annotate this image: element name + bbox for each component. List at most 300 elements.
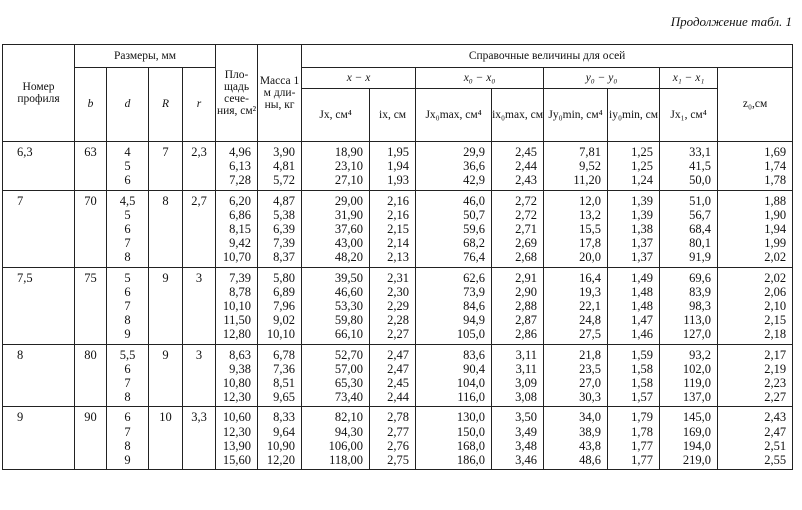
cell-Jx0max-value: 83,6 — [463, 347, 486, 362]
cell-mass — [258, 190, 302, 267]
cell-ix0max-value: 3,48 — [515, 438, 538, 453]
cell-z0-value: 2,19 — [764, 361, 787, 376]
cell-d-value: 7 — [124, 299, 131, 314]
cell-z0 — [718, 142, 793, 191]
cell-area-value: 4,96 — [229, 145, 252, 159]
cell-z0 — [718, 344, 793, 407]
cell-Jx-value: 18,90 — [334, 145, 364, 159]
cell-profile — [3, 407, 75, 470]
cell-d-value: 9 — [124, 327, 131, 342]
header-mass: Масса 1 м дли-ны, кг — [258, 45, 302, 142]
cell-mass-value: 10,10 — [266, 327, 296, 342]
cell-mass-value: 12,20 — [266, 453, 296, 468]
cell-mass-value: 5,38 — [273, 207, 296, 222]
cell-Jx1 — [660, 407, 718, 470]
header-area: Пло-щадь сече-ния, см² — [216, 45, 258, 142]
cell-Jy0min-value: 11,20 — [573, 173, 602, 188]
cell-Jy0min-value: 12,0 — [579, 193, 602, 208]
cell-mass-value: 4,87 — [273, 193, 296, 208]
cell-profile — [3, 142, 75, 191]
cell-ix-value: 2,44 — [387, 390, 410, 405]
header-profile-number: Номер профиля — [3, 45, 75, 142]
cell-ix0max-value: 3,11 — [515, 347, 538, 362]
cell-r-value: 3,3 — [191, 410, 207, 425]
cell-mass-value: 5,80 — [273, 270, 296, 285]
cell-Jx1-value: 41,5 — [689, 159, 712, 174]
cell-b — [75, 344, 107, 407]
cell-Jx0max-value: 36,6 — [463, 159, 486, 174]
cell-area-value: 10,60 — [222, 410, 252, 425]
cell-mass-value: 6,39 — [273, 222, 296, 237]
angle-profile-table — [2, 44, 793, 470]
cell-area-value: 8,15 — [229, 222, 252, 237]
cell-Jx1-value: 69,6 — [689, 270, 712, 285]
cell-iy0min — [608, 407, 660, 470]
cell-z0-value: 2,43 — [764, 410, 787, 425]
cell-Jy0min-value: 22,1 — [579, 299, 602, 314]
cell-area — [216, 267, 258, 344]
cell-ix-value: 2,31 — [387, 270, 410, 285]
cell-iy0min — [608, 344, 660, 407]
cell-d — [107, 267, 149, 344]
cell-ix0max-value: 2,90 — [515, 284, 538, 299]
cell-ix-value: 2,13 — [387, 250, 410, 265]
cell-d-value: 6 — [124, 410, 131, 425]
cell-d-value: 6 — [124, 284, 131, 299]
header-ix: ix, см — [370, 89, 416, 142]
cell-z0-value: 1,78 — [764, 173, 787, 188]
cell-ix0max-value: 2,69 — [515, 236, 538, 251]
cell-z0 — [718, 190, 793, 267]
cell-R — [149, 190, 183, 267]
cell-ix — [370, 407, 416, 470]
cell-Jy0min-value: 34,0 — [579, 410, 602, 425]
cell-Jx1-value: 51,0 — [689, 193, 712, 208]
cell-iy0min-value: 1,48 — [631, 284, 654, 299]
cell-z0-value: 1,69 — [764, 145, 787, 159]
cell-mass — [258, 142, 302, 191]
cell-Jy0min-value: 9,52 — [579, 159, 602, 174]
cell-area-value: 6,20 — [229, 193, 252, 208]
cell-Jx-value: 66,10 — [334, 327, 364, 342]
cell-ix0max-value: 2,88 — [515, 299, 538, 314]
cell-Jy0min — [544, 190, 608, 267]
cell-Jx0max-value: 68,2 — [463, 236, 486, 251]
cell-R-value: 10 — [159, 410, 172, 425]
cell-b-value: 90 — [84, 410, 97, 425]
cell-ix0max — [492, 190, 544, 267]
cell-ix0max-value: 2,45 — [515, 145, 538, 159]
header-Jx0max: Jx₀max, см⁴ — [416, 89, 492, 142]
cell-Jy0min-value: 15,5 — [579, 222, 602, 237]
cell-profile-value: 8 — [17, 347, 24, 362]
cell-mass — [258, 344, 302, 407]
cell-profile — [3, 190, 75, 267]
cell-z0-value: 2,02 — [764, 250, 787, 265]
cell-d-value: 5 — [124, 270, 131, 285]
cell-ix-value: 2,75 — [387, 453, 410, 468]
cell-iy0min-value: 1,38 — [631, 222, 654, 237]
cell-ix0max-value: 2,91 — [515, 270, 538, 285]
cell-z0-value: 1,99 — [764, 236, 787, 251]
cell-b-value: 70 — [84, 193, 97, 208]
cell-z0-value: 2,55 — [764, 453, 787, 468]
cell-area — [216, 142, 258, 191]
cell-iy0min-value: 1,78 — [631, 424, 654, 439]
cell-ix0max-value: 2,71 — [515, 222, 538, 237]
table-body — [3, 142, 793, 470]
cell-Jx1 — [660, 344, 718, 407]
cell-R-value: 9 — [162, 270, 169, 285]
cell-d — [107, 344, 149, 407]
cell-b — [75, 407, 107, 470]
cell-Jy0min-value: 19,3 — [579, 284, 602, 299]
cell-R — [149, 407, 183, 470]
cell-iy0min-value: 1,25 — [631, 145, 654, 159]
cell-r — [183, 142, 216, 191]
cell-iy0min-value: 1,25 — [631, 159, 654, 174]
cell-Jx-value: 65,30 — [334, 376, 364, 391]
cell-ix-value: 1,94 — [387, 159, 410, 174]
header-axis-x1-x1: x₁ − x₁ — [660, 68, 718, 89]
cell-Jx1-value: 56,7 — [689, 207, 712, 222]
cell-z0-value: 2,10 — [764, 299, 787, 314]
cell-d-value: 4,5 — [119, 193, 136, 208]
cell-area-value: 10,10 — [222, 299, 252, 314]
cell-mass — [258, 407, 302, 470]
cell-mass-value: 9,65 — [273, 390, 296, 405]
cell-ix-value: 1,93 — [387, 173, 410, 188]
table-row — [3, 142, 793, 191]
cell-Jx0max — [416, 142, 492, 191]
header-r: r — [183, 68, 216, 142]
cell-Jx-value: 37,60 — [334, 222, 364, 237]
cell-area-value: 7,28 — [229, 173, 252, 188]
cell-Jy0min-value: 7,81 — [579, 145, 602, 159]
cell-mass-value: 8,37 — [273, 250, 296, 265]
cell-z0-value: 2,47 — [764, 424, 787, 439]
cell-Jx-value: 53,30 — [334, 299, 364, 314]
header-iy0min: iy₀min, см — [608, 89, 660, 142]
cell-Jx1-value: 98,3 — [689, 299, 712, 314]
cell-ix-value: 2,28 — [387, 313, 410, 328]
cell-area-value: 13,90 — [222, 438, 252, 453]
cell-ix0max-value: 3,09 — [515, 376, 538, 391]
cell-iy0min-value: 1,79 — [631, 410, 654, 425]
header-ix0max: ix₀max, см — [492, 89, 544, 142]
cell-area — [216, 190, 258, 267]
cell-mass-value: 9,02 — [273, 313, 296, 328]
cell-ix0max-value: 3,50 — [515, 410, 538, 425]
cell-Jx0max-value: 90,4 — [463, 361, 486, 376]
cell-r — [183, 407, 216, 470]
cell-mass-value: 6,89 — [273, 284, 296, 299]
cell-Jy0min-value: 27,0 — [579, 376, 602, 391]
cell-area — [216, 407, 258, 470]
cell-iy0min-value: 1,58 — [631, 376, 654, 391]
cell-Jx0max-value: 76,4 — [463, 250, 486, 265]
cell-d-value: 6 — [124, 361, 131, 376]
cell-Jx1-value: 194,0 — [682, 438, 712, 453]
cell-b-value: 75 — [84, 270, 97, 285]
cell-ix0max-value: 3,11 — [515, 361, 538, 376]
cell-d-value: 9 — [124, 453, 131, 468]
header-Jy0min: Jy₀min, см⁴ — [544, 89, 608, 142]
cell-Jx0max-value: 94,9 — [463, 313, 486, 328]
cell-profile-value: 9 — [17, 410, 24, 425]
cell-ix0max — [492, 142, 544, 191]
cell-mass-value: 8,33 — [273, 410, 296, 425]
header-sizes: Размеры, мм — [75, 45, 216, 68]
cell-mass-value: 10,90 — [266, 438, 296, 453]
cell-profile-value: 6,3 — [17, 145, 33, 159]
cell-Jx1 — [660, 190, 718, 267]
cell-Jy0min-value: 17,8 — [579, 236, 602, 251]
cell-Jx-value: 43,00 — [334, 236, 364, 251]
cell-Jx-value: 29,00 — [334, 193, 364, 208]
cell-Jx0max-value: 29,9 — [463, 145, 486, 159]
cell-ix — [370, 267, 416, 344]
cell-ix-value: 2,16 — [387, 207, 410, 222]
header-R: R — [149, 68, 183, 142]
cell-profile-value: 7,5 — [17, 270, 33, 285]
cell-ix0max-value: 2,44 — [515, 159, 538, 174]
cell-Jx-value: 118,00 — [329, 453, 364, 468]
cell-area-value: 8,78 — [229, 284, 252, 299]
cell-area-value: 9,42 — [229, 236, 252, 251]
cell-Jx-value: 82,10 — [334, 410, 364, 425]
cell-iy0min-value: 1,59 — [631, 347, 654, 362]
cell-Jy0min-value: 23,5 — [579, 361, 602, 376]
cell-ix — [370, 142, 416, 191]
cell-z0-value: 2,18 — [764, 327, 787, 342]
cell-mass-value: 5,72 — [273, 173, 296, 188]
cell-iy0min-value: 1,46 — [631, 327, 654, 342]
cell-ix — [370, 190, 416, 267]
table-row — [3, 190, 793, 267]
cell-ix0max — [492, 407, 544, 470]
cell-Jx1 — [660, 142, 718, 191]
cell-Jx1-value: 145,0 — [682, 410, 712, 425]
cell-Jx0max-value: 50,7 — [463, 207, 486, 222]
cell-area-value: 7,39 — [229, 270, 252, 285]
cell-b-value: 80 — [84, 347, 97, 362]
cell-iy0min-value: 1,47 — [631, 313, 654, 328]
cell-iy0min-value: 1,39 — [631, 193, 654, 208]
cell-ix0max-value: 3,46 — [515, 453, 538, 468]
cell-ix0max — [492, 344, 544, 407]
cell-d-value: 5,5 — [119, 347, 136, 362]
cell-Jx0max-value: 186,0 — [456, 453, 486, 468]
cell-mass — [258, 267, 302, 344]
cell-area-value: 10,80 — [222, 376, 252, 391]
cell-iy0min-value: 1,58 — [631, 361, 654, 376]
cell-mass-value: 7,96 — [273, 299, 296, 314]
cell-ix0max-value: 2,72 — [515, 207, 538, 222]
cell-Jy0min-value: 48,6 — [579, 453, 602, 468]
cell-mass-value: 8,51 — [273, 376, 296, 391]
cell-Jy0min — [544, 267, 608, 344]
cell-Jy0min — [544, 344, 608, 407]
cell-z0-value: 1,74 — [764, 159, 787, 174]
cell-ix0max — [492, 267, 544, 344]
cell-R — [149, 267, 183, 344]
cell-ix0max-value: 2,68 — [515, 250, 538, 265]
cell-R — [149, 344, 183, 407]
cell-ix-value: 1,95 — [387, 145, 410, 159]
cell-Jx1-value: 83,9 — [689, 284, 712, 299]
cell-ix-value: 2,27 — [387, 327, 410, 342]
cell-Jx-value: 27,10 — [334, 173, 364, 188]
cell-ix0max-value: 2,87 — [515, 313, 538, 328]
cell-mass-value: 4,81 — [273, 159, 296, 174]
header-Jx: Jx, см⁴ — [302, 89, 370, 142]
cell-Jx-value: 46,60 — [334, 284, 364, 299]
cell-Jx0max-value: 116,0 — [457, 390, 486, 405]
cell-Jx1-value: 80,1 — [689, 236, 712, 251]
header-axis-x0-x0: x₀ − x₀ — [416, 68, 544, 89]
cell-iy0min — [608, 142, 660, 191]
cell-d — [107, 407, 149, 470]
cell-Jx1-value: 93,2 — [689, 347, 712, 362]
cell-Jx-value: 73,40 — [334, 390, 364, 405]
cell-Jy0min-value: 13,2 — [579, 207, 602, 222]
cell-Jy0min — [544, 142, 608, 191]
cell-Jx0max-value: 42,9 — [463, 173, 486, 188]
cell-z0-value: 2,15 — [764, 313, 787, 328]
cell-d-value: 5 — [124, 207, 131, 222]
cell-area-value: 15,60 — [222, 453, 252, 468]
cell-Jx0max-value: 62,6 — [463, 270, 486, 285]
cell-Jx1-value: 169,0 — [682, 424, 712, 439]
cell-Jx0max — [416, 267, 492, 344]
cell-Jx1 — [660, 267, 718, 344]
header-d: d — [107, 68, 149, 142]
table-row — [3, 407, 793, 470]
cell-Jx0max-value: 130,0 — [456, 410, 486, 425]
cell-Jx0max-value: 104,0 — [456, 376, 486, 391]
cell-ix0max-value: 2,86 — [515, 327, 538, 342]
cell-iy0min-value: 1,39 — [631, 207, 654, 222]
cell-r — [183, 344, 216, 407]
cell-Jx-value: 31,90 — [334, 207, 364, 222]
cell-Jx0max-value: 168,0 — [456, 438, 486, 453]
cell-z0-value: 2,23 — [764, 376, 787, 391]
cell-r-value: 3 — [195, 270, 203, 285]
cell-z0-value: 1,90 — [764, 207, 787, 222]
cell-r — [183, 267, 216, 344]
cell-area-value: 6,86 — [229, 207, 252, 222]
cell-Jx1-value: 68,4 — [689, 222, 712, 237]
cell-R — [149, 142, 183, 191]
table-row — [3, 267, 793, 344]
cell-Jx0max — [416, 344, 492, 407]
cell-Jy0min-value: 24,8 — [579, 313, 602, 328]
cell-Jx1-value: 91,9 — [689, 250, 712, 265]
cell-z0-value: 2,17 — [764, 347, 787, 362]
cell-d-value: 5 — [124, 159, 131, 174]
cell-ix0max-value: 2,43 — [515, 173, 538, 188]
cell-z0 — [718, 267, 793, 344]
cell-area — [216, 344, 258, 407]
cell-R-value: 8 — [162, 193, 169, 208]
cell-area-value: 6,13 — [229, 159, 252, 174]
cell-mass-value: 3,90 — [273, 145, 296, 159]
cell-Jx — [302, 407, 370, 470]
cell-ix0max-value: 3,49 — [515, 424, 538, 439]
cell-z0-value: 2,06 — [764, 284, 787, 299]
cell-R-value: 7 — [162, 145, 169, 159]
cell-area-value: 12,30 — [222, 390, 252, 405]
cell-Jx — [302, 142, 370, 191]
cell-r-value: 3 — [195, 347, 203, 362]
cell-Jx0max-value: 46,0 — [463, 193, 486, 208]
cell-Jy0min-value: 38,9 — [579, 424, 602, 439]
cell-Jx1-value: 119,0 — [683, 376, 712, 391]
cell-iy0min — [608, 190, 660, 267]
cell-iy0min — [608, 267, 660, 344]
cell-d-value: 7 — [124, 424, 131, 439]
cell-ix0max-value: 2,72 — [515, 193, 538, 208]
cell-iy0min-value: 1,37 — [631, 236, 654, 251]
cell-mass-value: 7,39 — [273, 236, 296, 251]
cell-area-value: 12,80 — [222, 327, 252, 342]
header-axis-y0-y0: y₀ − y₀ — [544, 68, 660, 89]
cell-ix-value: 2,47 — [387, 361, 410, 376]
cell-z0-value: 2,02 — [764, 270, 787, 285]
cell-ix — [370, 344, 416, 407]
cell-iy0min-value: 1,24 — [631, 173, 654, 188]
table-row — [3, 344, 793, 407]
cell-ix0max-value: 3,08 — [515, 390, 538, 405]
cell-Jy0min-value: 30,3 — [579, 390, 602, 405]
cell-mass-value: 9,64 — [273, 424, 296, 439]
cell-Jy0min-value: 27,5 — [579, 327, 602, 342]
cell-r — [183, 190, 216, 267]
cell-iy0min-value: 1,48 — [631, 299, 654, 314]
cell-Jx0max — [416, 190, 492, 267]
cell-z0-value: 2,51 — [764, 438, 787, 453]
cell-Jx-value: 52,70 — [334, 347, 364, 362]
cell-mass-value: 7,36 — [273, 361, 296, 376]
cell-Jx — [302, 190, 370, 267]
header-axis-x-x: x − x — [302, 68, 416, 89]
cell-ix-value: 2,47 — [387, 347, 410, 362]
cell-Jy0min-value: 21,8 — [579, 347, 602, 362]
cell-iy0min-value: 1,77 — [631, 453, 654, 468]
cell-z0-value: 1,94 — [764, 222, 787, 237]
cell-area-value: 12,30 — [222, 424, 252, 439]
cell-Jx1-value: 219,0 — [682, 453, 712, 468]
cell-ix-value: 2,14 — [387, 236, 410, 251]
cell-profile — [3, 344, 75, 407]
cell-r-value: 2,7 — [191, 193, 207, 208]
cell-mass-value: 6,78 — [273, 347, 296, 362]
cell-d-value: 7 — [124, 376, 131, 391]
cell-Jx — [302, 344, 370, 407]
cell-Jx0max-value: 150,0 — [456, 424, 486, 439]
cell-z0-value: 1,88 — [764, 193, 787, 208]
cell-area-value: 10,70 — [222, 250, 252, 265]
cell-Jx1-value: 102,0 — [682, 361, 712, 376]
cell-b — [75, 190, 107, 267]
cell-Jx0max-value: 105,0 — [456, 327, 486, 342]
cell-Jx0max-value: 59,6 — [463, 222, 486, 237]
cell-Jx1-value: 113,0 — [683, 313, 712, 328]
cell-area-value: 9,38 — [229, 361, 252, 376]
cell-ix-value: 2,76 — [387, 438, 410, 453]
cell-b — [75, 142, 107, 191]
